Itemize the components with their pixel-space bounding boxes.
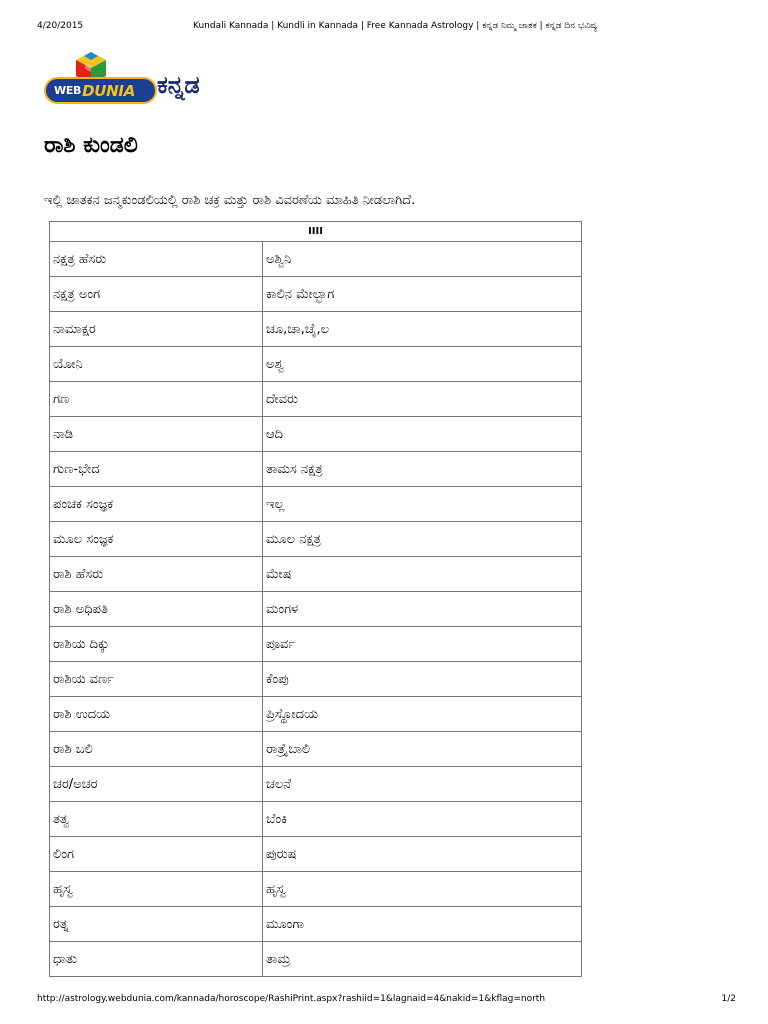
row-label: ನಾಡಿ xyxy=(50,417,263,452)
row-value: ಅಶ್ವಿನಿ xyxy=(263,242,582,277)
print-date: 4/20/2015 xyxy=(37,21,84,31)
row-label: ಲಿಂಗ xyxy=(50,837,263,872)
table-row xyxy=(50,242,582,277)
row-label: ಪಂಚಕ ಸಂಜ್ಞಕ xyxy=(50,487,263,522)
row-value: ಪ್ರಿಸ್ಥೋದಯ xyxy=(263,697,582,732)
row-value: ಆದಿ xyxy=(263,417,582,452)
row-value: ಚೂ,ಚಾ,ಚೈ,ಲ xyxy=(263,312,582,347)
row-value: ತಾಮಸ ನಕ್ಷತ್ರ xyxy=(263,452,582,487)
row-value: ರಾತ್ರೈಬಾಲಿ xyxy=(263,732,582,767)
logo-dunia-text: DUNIA xyxy=(82,81,136,100)
table-row xyxy=(50,732,582,767)
table-row xyxy=(50,452,582,487)
table-row xyxy=(50,942,582,977)
row-label: ರಾಶಿ ಉದಯ xyxy=(50,697,263,732)
row-label: ನಾಮಾಕ್ಷರ xyxy=(50,312,263,347)
table-row xyxy=(50,662,582,697)
row-value: ಹೃಸ್ವ xyxy=(263,872,582,907)
table-row xyxy=(50,872,582,907)
row-label: ರಾಶಿಯ ವರ್ಣ xyxy=(50,662,263,697)
table-header-row xyxy=(50,222,582,242)
row-label: ರಾಶಿ ಹೆಸರು xyxy=(50,557,263,592)
row-label: ರಾಶಿಯ ದಿಕ್ಕು xyxy=(50,627,263,662)
table-header: IIII xyxy=(50,222,582,242)
table-row xyxy=(50,557,582,592)
row-value: ಪೂರ್ವ xyxy=(263,627,582,662)
logo-web-text: WEB xyxy=(54,84,82,97)
row-value: ಮೇಷ xyxy=(263,557,582,592)
row-label: ಗುಣ-ಭೇದ xyxy=(50,452,263,487)
row-label: ನಕ್ಷತ್ರ ಹೆಸರು xyxy=(50,242,263,277)
table-row xyxy=(50,312,582,347)
row-value: ಮೂಂಗಾ xyxy=(263,907,582,942)
webdunia-wordmark xyxy=(44,77,157,104)
row-label: ರಾಶಿ ಅಧಿಪತಿ xyxy=(50,592,263,627)
row-label: ಚರ/ಅಚರ xyxy=(50,767,263,802)
table-row xyxy=(50,627,582,662)
table-row xyxy=(50,277,582,312)
table-row xyxy=(50,767,582,802)
row-label: ಧಾತು xyxy=(50,942,263,977)
intro-text: ಇಲ್ಲಿ ಜಾತಕನ ಜನ್ಮಕುಂಡಲಿಯಲ್ಲಿ ರಾಶಿ ಚಕ್ರ ಮತ್ತು ರಾಶಿ ವಿವರಣೆಯ ಮಾಹಿತಿ ನೀಡಲಾಗಿದೆ. xyxy=(44,193,416,208)
webdunia-kannada-logo[interactable] xyxy=(44,50,224,110)
page-url[interactable]: http://astrology.webdunia.com/kannada/horoscope/RashiPrint.aspx?rashiid=1&lagnaid=4&nakid=1&kflag=north xyxy=(37,994,546,1004)
row-value: ಪುರುಷ xyxy=(263,837,582,872)
page-title: ರಾಶಿ ಕುಂಡಲಿ xyxy=(44,133,138,158)
row-label: ತತ್ವ xyxy=(50,802,263,837)
row-value: ಮೂಲ ನಕ್ಷತ್ರ xyxy=(263,522,582,557)
row-value: ದೇವರು xyxy=(263,382,582,417)
table-row xyxy=(50,347,582,382)
row-value: ಇಲ್ಲ xyxy=(263,487,582,522)
row-value: ಬೆಂಕಿ xyxy=(263,802,582,837)
table-row xyxy=(50,522,582,557)
table-row xyxy=(50,907,582,942)
row-label: ಮೂಲ ಸಂಜ್ಞಕ xyxy=(50,522,263,557)
row-label: ಗಣ xyxy=(50,382,263,417)
print-header xyxy=(0,18,768,34)
row-label: ಯೋನಿ xyxy=(50,347,263,382)
print-page-title: Kundali Kannada | Kundli in Kannada | Free Kannada Astrology | ಕನ್ನಡ ನಿಮ್ಮ ಜಾತಕ | ಕನ್ನಡ ದಿನ ಭವಿಷ್ಯ xyxy=(193,21,598,31)
row-label: ರತ್ನ xyxy=(50,907,263,942)
table-row xyxy=(50,592,582,627)
row-label: ಹೃಸ್ವ xyxy=(50,872,263,907)
row-value: ಕಾಲಿನ ಮೇಲ್ಭಾಗ xyxy=(263,277,582,312)
row-value: ಅಶ್ವ xyxy=(263,347,582,382)
table-row xyxy=(50,802,582,837)
table-row xyxy=(50,417,582,452)
table-row xyxy=(50,837,582,872)
logo-kannada-text: ಕನ್ನಡ xyxy=(157,71,200,99)
row-label: ನಕ್ಷತ್ರ ಅಂಗ xyxy=(50,277,263,312)
row-value: ಚಲನೆ xyxy=(263,767,582,802)
print-footer xyxy=(0,992,768,1006)
row-value: ಮಂಗಳ xyxy=(263,592,582,627)
page-number: 1/2 xyxy=(721,994,736,1004)
row-value: ತಾಮ್ರ xyxy=(263,942,582,977)
row-value: ಕೆಂಪು xyxy=(263,662,582,697)
table-row xyxy=(50,382,582,417)
row-label: ರಾಶಿ ಬಲಿ xyxy=(50,732,263,767)
table-row xyxy=(50,697,582,732)
table-row xyxy=(50,487,582,522)
rashi-details-table xyxy=(49,221,582,977)
